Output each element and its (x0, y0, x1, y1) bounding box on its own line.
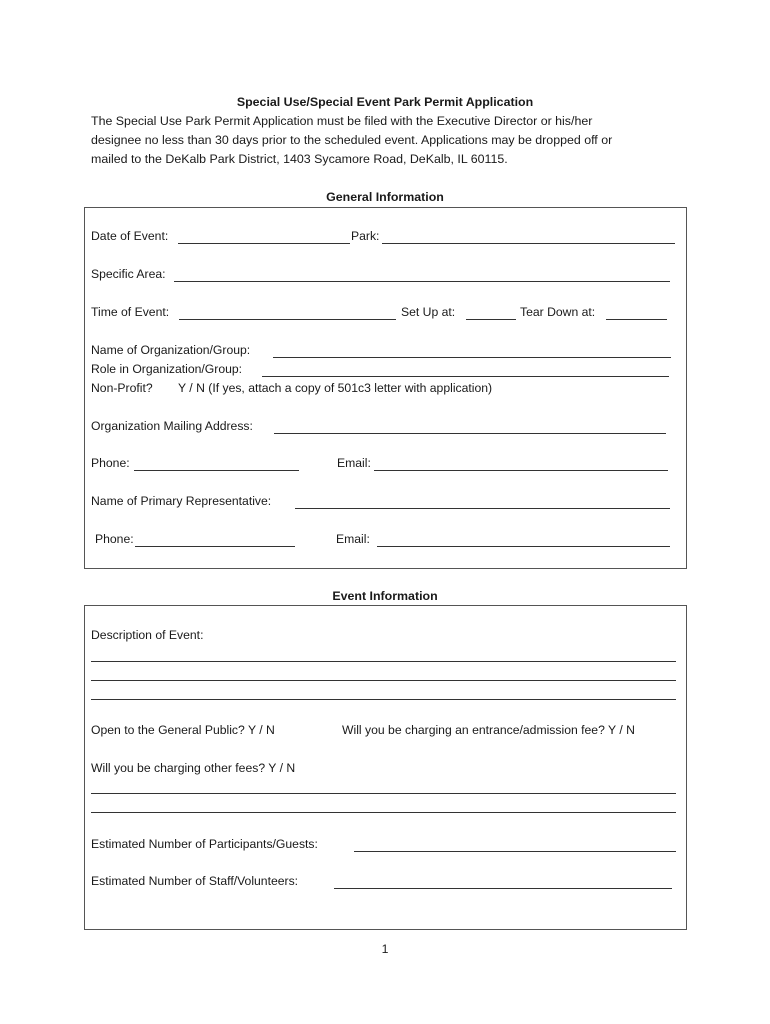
rep-email-label: Email: (336, 532, 370, 546)
time-of-event-field[interactable] (179, 319, 396, 320)
set-up-label: Set Up at: (401, 305, 456, 319)
phone-field[interactable] (134, 470, 299, 471)
primary-rep-field[interactable] (295, 508, 670, 509)
date-of-event-field[interactable] (178, 243, 350, 244)
phone-label: Phone: (91, 456, 130, 470)
intro-line-1: The Special Use Park Permit Application must be filed with the Executive Director or his/her (91, 114, 593, 128)
general-info-heading: General Information (326, 190, 444, 204)
participants-label: Estimated Number of Participants/Guests: (91, 837, 318, 851)
page-number: 1 (381, 942, 389, 956)
mailing-address-label: Organization Mailing Address: (91, 419, 253, 433)
intro-line-2: designee no less than 30 days prior to the scheduled event. Applications may be dropped off or (91, 133, 613, 147)
date-of-event-label: Date of Event: (91, 229, 169, 243)
org-role-label: Role in Organization/Group: (91, 362, 243, 376)
other-fees-question[interactable]: Will you be charging other fees? Y / N (91, 761, 296, 775)
other-fees-field-line-1[interactable] (91, 793, 676, 794)
rep-phone-field[interactable] (135, 546, 295, 547)
open-to-public-question[interactable]: Open to the General Public? Y / N (91, 723, 275, 737)
org-role-field[interactable] (262, 376, 669, 377)
admission-fee-question[interactable]: Will you be charging an entrance/admission fee? Y / N (342, 723, 635, 737)
staff-label: Estimated Number of Staff/Volunteers: (91, 874, 299, 888)
tear-down-label: Tear Down at: (520, 305, 596, 319)
description-field-line-3[interactable] (91, 699, 676, 700)
participants-field[interactable] (354, 851, 676, 852)
rep-email-field[interactable] (377, 546, 670, 547)
park-field[interactable] (382, 243, 675, 244)
park-label: Park: (351, 229, 380, 243)
time-of-event-label: Time of Event: (91, 305, 170, 319)
email-field[interactable] (374, 470, 668, 471)
org-name-field[interactable] (273, 357, 671, 358)
set-up-field[interactable] (466, 319, 516, 320)
rep-phone-label: Phone: (95, 532, 134, 546)
non-profit-options[interactable]: Y / N (If yes, attach a copy of 501c3 letter with application) (178, 381, 493, 395)
primary-rep-label: Name of Primary Representative: (91, 494, 272, 508)
description-field-line-1[interactable] (91, 661, 676, 662)
specific-area-label: Specific Area: (91, 267, 166, 281)
tear-down-field[interactable] (606, 319, 667, 320)
intro-line-3: mailed to the DeKalb Park District, 1403 Sycamore Road, DeKalb, IL 60115. (91, 152, 508, 166)
email-label: Email: (337, 456, 371, 470)
description-field-line-2[interactable] (91, 680, 676, 681)
description-label: Description of Event: (91, 628, 204, 642)
event-info-heading: Event Information (332, 589, 438, 603)
non-profit-label: Non-Profit? (91, 381, 153, 395)
other-fees-field-line-2[interactable] (91, 812, 676, 813)
specific-area-field[interactable] (174, 281, 670, 282)
form-title: Special Use/Special Event Park Permit Application (236, 95, 534, 109)
staff-field[interactable] (334, 888, 672, 889)
org-name-label: Name of Organization/Group: (91, 343, 251, 357)
mailing-address-field[interactable] (274, 433, 666, 434)
